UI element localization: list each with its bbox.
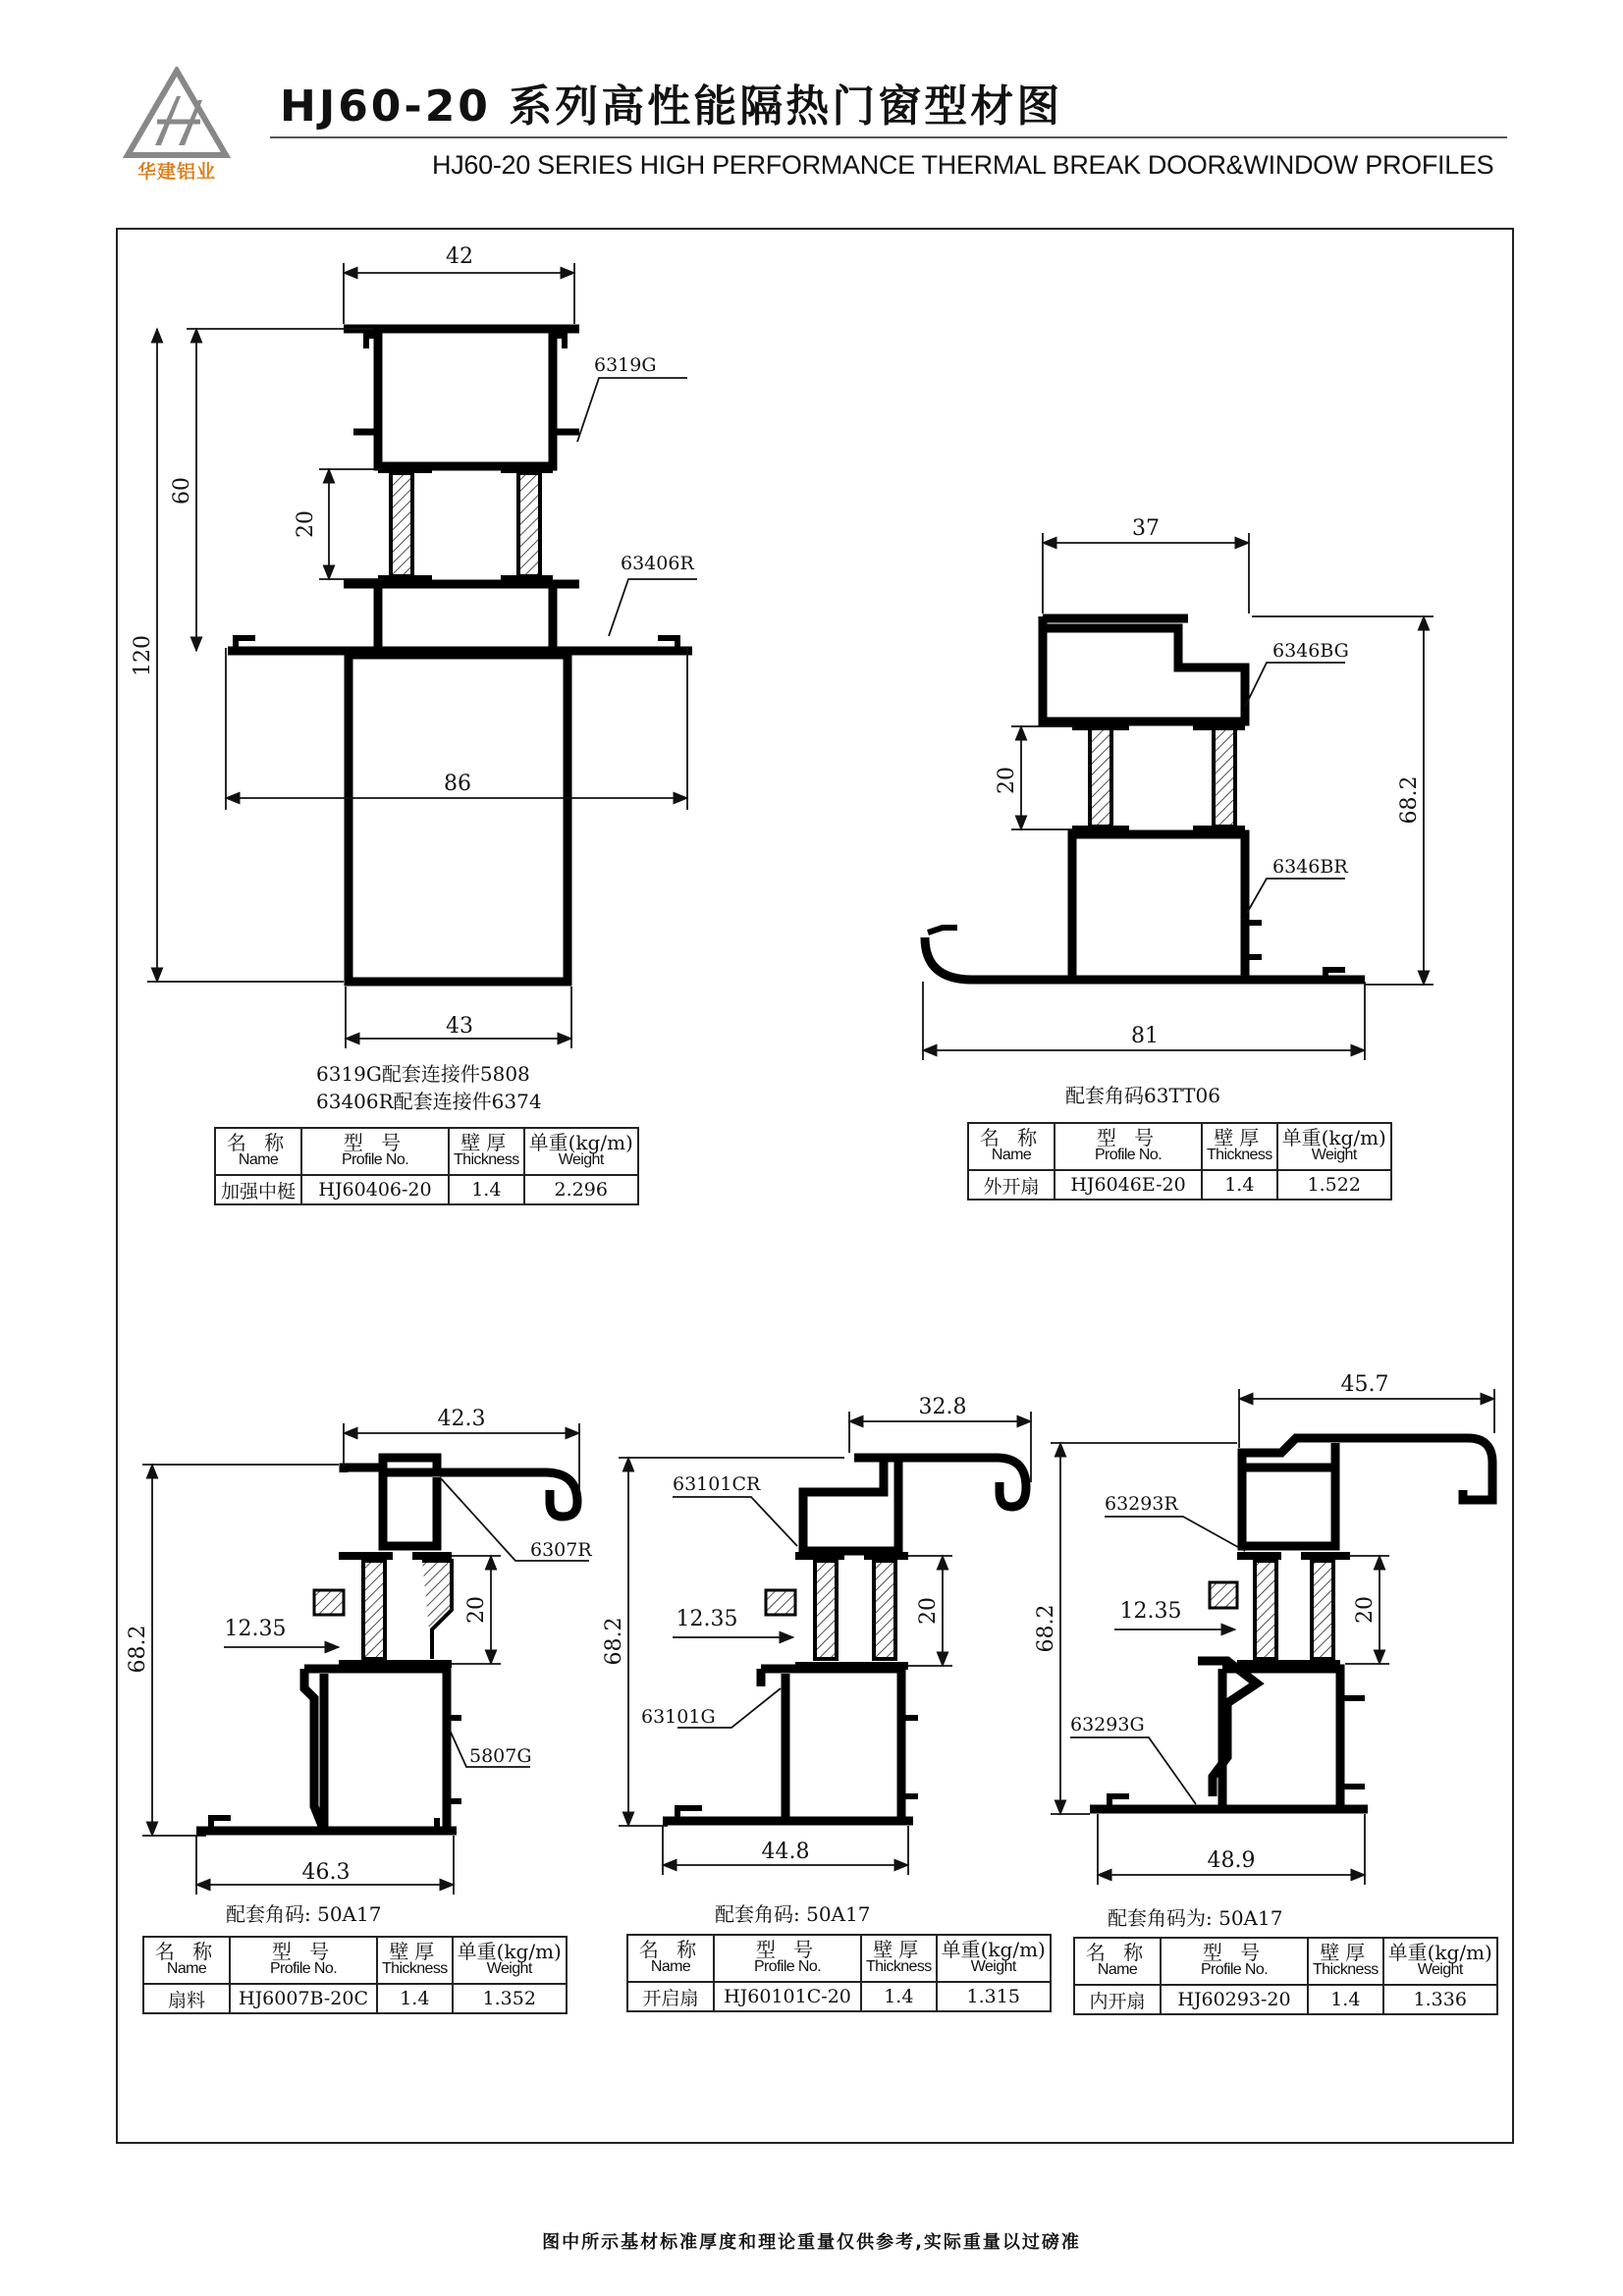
table-row xyxy=(143,1984,567,2013)
profile-no: HJ60293-20 xyxy=(1161,1985,1308,2014)
p3-part-label-2: 5807G xyxy=(469,1745,532,1767)
p1-note-2: 63406R配套连接件6374 xyxy=(316,1090,542,1113)
p3-dim-width-top: 42.3 xyxy=(437,1407,486,1431)
page-subtitle: HJ60-20 SERIES HIGH PERFORMANCE THERMAL BREAK DOOR&WINDOW PROFILES xyxy=(432,150,1494,180)
p1-dim-height-120: 120 xyxy=(131,635,155,676)
footer-disclaimer: 图中所示基材标准厚度和理论重量仅供参考,实际重量以过磅准 xyxy=(542,2232,1081,2253)
p4-spec-table: 名 称 Name 型 号 Profile No. 壁厚 Thickness 单重(kg/m) Weight 开启扇 HJ60101C-20 1.4 1.315 xyxy=(626,1934,1052,2012)
p2-note: 配套角码63TT06 xyxy=(1065,1084,1220,1107)
p1-spec-table: 名 称 Name 型 号 Profile No. 壁厚 Thickness 单重(kg/m) Weight 加强中梃 HJ60406-20 1.4 2.296 xyxy=(214,1127,639,1205)
p2-part-label-2: 6346BR xyxy=(1272,856,1348,878)
p5-dim-width-top: 45.7 xyxy=(1340,1372,1389,1397)
p5-spec-table: 名 称 Name 型 号 Profile No. 壁厚 Thickness 单重(kg/m) Weight 内开扇 HJ60293-20 1.4 1.336 xyxy=(1073,1937,1498,2015)
thickness: 1.4 xyxy=(1308,1985,1383,2014)
p4-note: 配套角码: 50A17 xyxy=(715,1902,871,1926)
table-row xyxy=(1074,1985,1497,2014)
thickness: 1.4 xyxy=(1202,1170,1277,1200)
table-row xyxy=(215,1175,638,1204)
p3-part-label-1: 6307R xyxy=(530,1539,592,1561)
profile-1-drawing xyxy=(228,329,692,982)
p4-part-label-2: 63101G xyxy=(641,1706,716,1728)
thickness: 1.4 xyxy=(861,1982,937,2011)
profile-no: HJ60101C-20 xyxy=(714,1982,861,2011)
p1-dim-height-60: 60 xyxy=(170,477,194,505)
p4-dim-break-20: 20 xyxy=(916,1597,941,1625)
p5-dim-height: 68.2 xyxy=(1034,1604,1058,1653)
thickness: 1.4 xyxy=(377,1984,453,2013)
profile-name: 开启扇 xyxy=(627,1982,714,2011)
p4-dim-width-bottom: 44.8 xyxy=(761,1840,810,1864)
p1-part-label-1: 6319G xyxy=(594,354,657,376)
p1-note-1: 6319G配套连接件5808 xyxy=(316,1062,530,1086)
p2-spec-table: 名 称 Name 型 号 Profile No. 壁厚 Thickness 单重(kg/m) Weight 外开扇 HJ6046E-20 1.4 1.522 xyxy=(967,1122,1392,1201)
profile-name: 扇料 xyxy=(143,1984,230,2013)
table-row xyxy=(968,1170,1391,1200)
profile-name: 内开扇 xyxy=(1074,1985,1161,2014)
p3-note: 配套角码: 50A17 xyxy=(226,1902,382,1926)
p3-dim-width-bottom: 46.3 xyxy=(301,1860,351,1885)
brand-name: 华建铝业 xyxy=(136,161,216,183)
p4-dim-offset: 12.35 xyxy=(676,1607,738,1631)
p4-dim-height: 68.2 xyxy=(602,1617,626,1666)
p2-dim-width-81: 81 xyxy=(1131,1024,1159,1048)
profile-name: 加强中梃 xyxy=(215,1175,301,1204)
p2-part-label-1: 6346BG xyxy=(1272,640,1349,662)
p5-dim-width-bottom: 48.9 xyxy=(1207,1848,1256,1873)
p1-dim-break-20: 20 xyxy=(294,510,318,538)
page-title: HJ60-20 系列高性能隔热门窗型材图 xyxy=(280,81,1063,132)
p2-dim-break-20: 20 xyxy=(995,767,1019,794)
weight: 1.315 xyxy=(937,1982,1051,2011)
p5-part-label-1: 63293R xyxy=(1105,1493,1178,1515)
p1-dim-flange-86: 86 xyxy=(444,772,471,796)
p4-part-label-1: 63101CR xyxy=(673,1473,761,1495)
p1-dim-base-43: 43 xyxy=(446,1014,473,1039)
p2-dim-height: 68.2 xyxy=(1397,775,1422,825)
profile-name: 外开扇 xyxy=(968,1170,1055,1200)
thickness: 1.4 xyxy=(449,1175,524,1204)
p3-dim-break-20: 20 xyxy=(464,1596,489,1624)
table-row xyxy=(627,1982,1051,2011)
p3-dim-offset: 12.35 xyxy=(224,1617,287,1641)
p1-dim-width: 42 xyxy=(446,244,473,269)
p4-dim-width-top: 32.8 xyxy=(918,1395,967,1419)
weight: 1.522 xyxy=(1277,1170,1391,1200)
p5-note: 配套角码为: 50A17 xyxy=(1108,1906,1283,1930)
p3-spec-table: 名 称 Name 型 号 Profile No. 壁厚 Thickness 单重(kg/m) Weight 扇料 HJ6007B-20C 1.4 1.352 xyxy=(142,1936,568,2014)
profile-2-drawing xyxy=(925,616,1365,980)
profile-no: HJ60406-20 xyxy=(301,1175,449,1204)
p5-dim-break-20: 20 xyxy=(1353,1596,1378,1624)
p3-dim-height: 68.2 xyxy=(126,1625,150,1674)
p5-part-label-2: 63293G xyxy=(1070,1714,1145,1735)
profile-4-drawing xyxy=(663,1458,1026,1821)
p2-dim-width-37: 37 xyxy=(1132,516,1160,541)
weight: 1.352 xyxy=(453,1984,567,2013)
profile-no: HJ6007B-20C xyxy=(230,1984,377,2013)
profile-3-drawing xyxy=(196,1458,577,1831)
weight: 2.296 xyxy=(524,1175,638,1204)
p5-dim-offset: 12.35 xyxy=(1119,1599,1182,1624)
weight: 1.336 xyxy=(1383,1985,1497,2014)
p1-part-label-2: 63406R xyxy=(621,553,694,574)
profile-no: HJ6046E-20 xyxy=(1055,1170,1202,1200)
